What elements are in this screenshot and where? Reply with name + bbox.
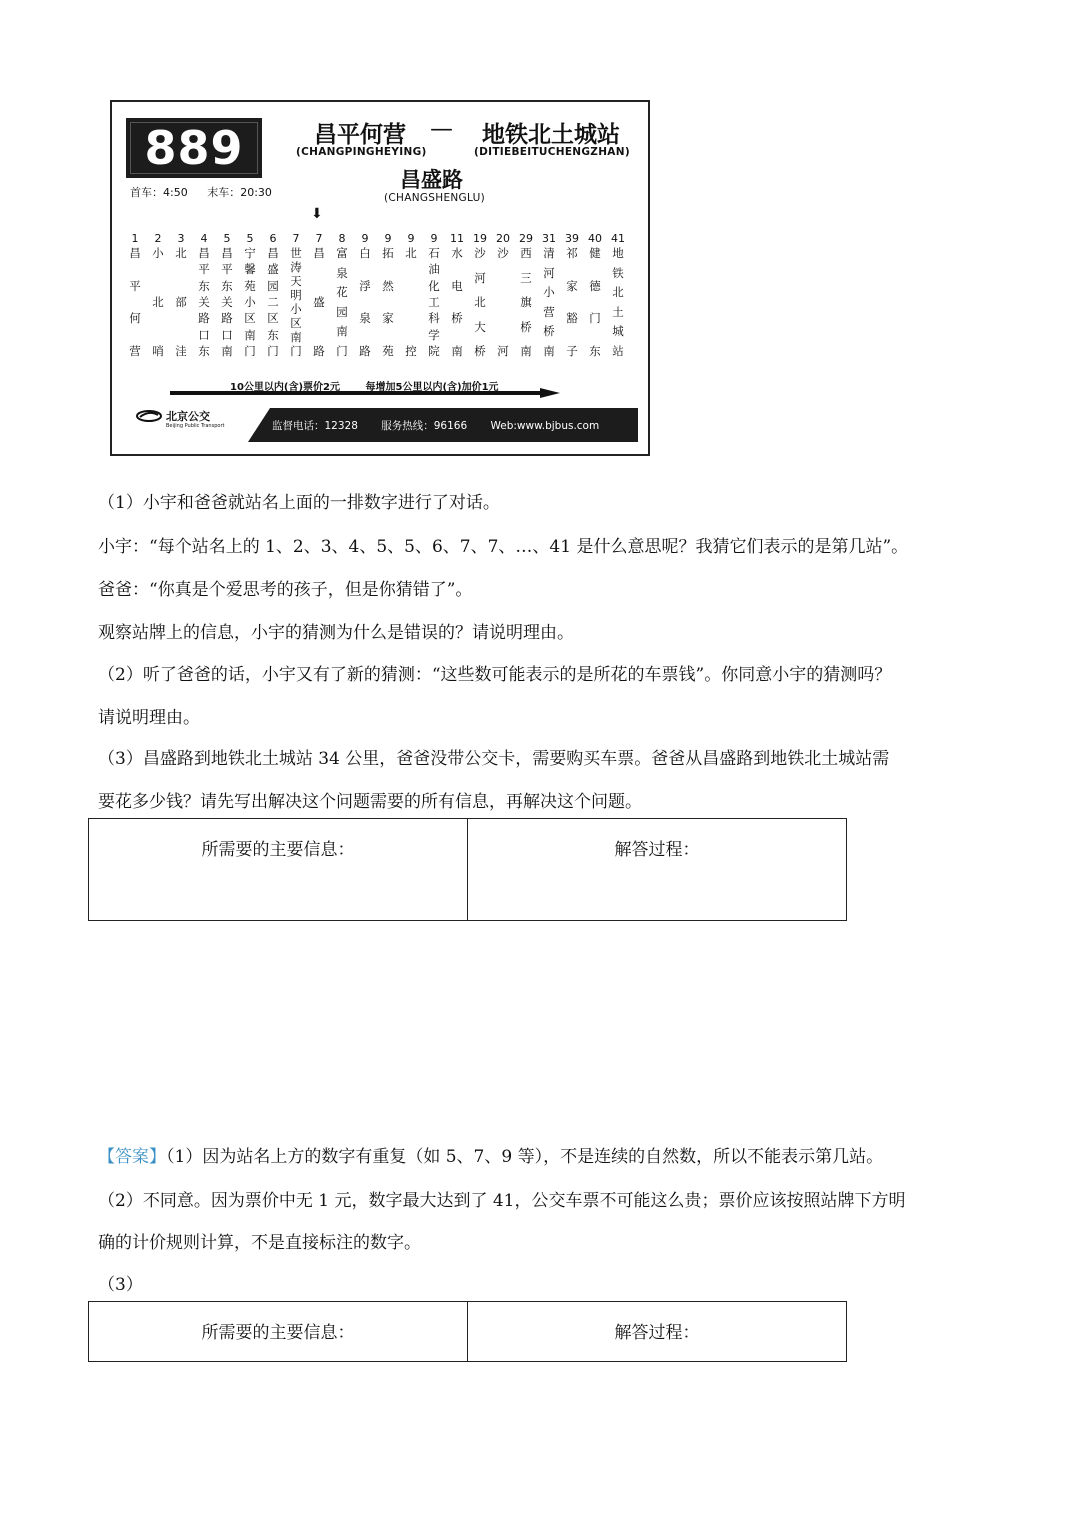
question-1-xiaoyu: 小宇：“每个站名上的 1、2、3、4、5、5、6、7、7、…、41 是什么意思呢？我猜它们表示的是第几站”。 [98,537,909,557]
supervision-hotline: 监督电话：12328 [272,420,358,432]
station-name-char: 旗 [520,295,532,309]
station-number: 9 [430,232,438,245]
station-name [607,247,629,357]
station-name-char: 明 [290,288,302,302]
station-name-char: 土 [612,304,624,319]
station-name-char: 北 [405,246,417,260]
station-name-char: 平 [129,278,141,293]
station-number: 8 [338,232,346,245]
station-name [515,247,537,357]
station-name-char: 涛 [290,260,302,274]
station-name-char: 世 [290,246,302,260]
company-name: 北京公交 [166,410,210,423]
station-name-char: 河 [497,344,509,358]
station-number: 5 [246,232,254,245]
station-name-char: 哨 [152,344,164,358]
station-name-char: 豁 [566,311,578,326]
terminal-right-pinyin: (DITIEBEITUCHENGZHAN) [474,146,630,158]
table-header-solution: 解答过程： [468,819,847,921]
answer-table-header-info: 所需要的主要信息： [89,1302,468,1362]
fare-rule-increment: 每增加5公里以内(含)加价1元 [365,382,499,393]
station-name-char: 馨 [244,262,256,277]
terminal-right-name: 地铁北土城站 [482,122,620,148]
station-name-char: 泉 [336,265,348,280]
station-name-char: 路 [359,343,371,358]
station-name-char: 桥 [474,344,486,358]
station-name [469,247,491,357]
current-station-pinyin: (CHANGSHENGLU) [384,192,485,204]
terminal-left-name: 昌平何营 [314,122,406,148]
station [423,232,445,357]
station-name-char: 桥 [543,324,555,339]
station-name [400,247,422,357]
first-bus-time: 首车：4:50 [130,186,188,199]
station-name-char: 泉 [359,311,371,326]
station-name-char: 北 [175,246,187,260]
station-name [446,247,468,357]
fare-rules [230,378,521,393]
station-number: 39 [565,232,579,245]
station-name-char: 东 [198,343,210,358]
website: Web:www.bjbus.com [490,420,600,432]
question-answer-table [88,818,847,921]
question-2-line-1: （2）听了爸爸的话，小宇又有了新的猜测：“这些数可能表示的是所花的车票钱”。你同意小宇的猜测吗？ [98,665,892,685]
station [262,232,284,357]
station-number: 7 [292,232,300,245]
station [492,232,514,357]
station-name-char: 昌 [313,246,325,260]
station-number: 3 [177,232,185,245]
station-name-char: 苑 [382,343,394,358]
station-name-char: 东 [221,278,233,293]
station-number: 1 [131,232,139,245]
station-name-char: 盛 [313,295,325,309]
station-name-char: 区 [244,311,256,326]
footer-contacts [272,418,619,433]
station-name-char: 关 [198,294,210,309]
station-name-char: 健 [589,246,601,260]
station-name [147,247,169,357]
last-bus-time: 末车：20:30 [207,186,272,199]
station-number: 40 [588,232,602,245]
station-name [262,247,284,357]
station-name-char: 北 [152,295,164,309]
station-name-char: 控 [405,344,417,358]
station [147,232,169,357]
station-name-char: 昌 [198,246,210,260]
station-name-char: 路 [198,311,210,326]
station [193,232,215,357]
bus-company-logo-icon [136,408,162,424]
station-name-char: 东 [589,343,601,358]
station-name-char: 沙 [474,246,486,260]
terminal-separator: — [430,116,453,142]
station-name-char: 口 [198,327,210,342]
station-name-char: 地 [612,246,624,260]
station-name-char: 南 [336,324,348,339]
station-name-char: 然 [382,278,394,293]
station-name-char: 富 [336,246,348,260]
station [354,232,376,357]
question-1-ask: 观察站牌上的信息，小宇的猜测为什么是错误的？请说明理由。 [98,623,574,643]
station-name [492,247,514,357]
station-number: 31 [542,232,556,245]
station-name-char: 昌 [267,246,279,260]
station-number: 2 [154,232,162,245]
station-name [193,247,215,357]
fare-rule-base: 10公里以内(含)票价2元 [230,382,341,393]
station-name-char: 花 [336,285,348,300]
question-1-dad: 爸爸：“你真是个爱思考的孩子，但是你猜错了”。 [98,580,473,600]
station-number: 20 [496,232,510,245]
station-name-char: 德 [589,278,601,293]
answer-table-header-solution: 解答过程： [468,1302,847,1362]
station-name-char: 营 [543,304,555,319]
question-3-line-1: （3）昌盛路到地铁北土城站 34 公里，爸爸没带公交卡，需要购买车票。爸爸从昌盛路到地铁北土城站需 [98,749,890,769]
station-name-char: 小 [290,302,302,316]
station-name [331,247,353,357]
station-number: 5 [223,232,231,245]
station-name-char: 北 [474,295,486,309]
answer-table [88,1301,847,1362]
route-number: 889 [126,118,262,178]
station-name-char: 关 [221,294,233,309]
station-name-char: 小 [152,246,164,260]
station-name-char: 昌 [221,246,233,260]
station-name-char: 油 [428,262,440,277]
station [377,232,399,357]
station [515,232,537,357]
station-name [584,247,606,357]
station [400,232,422,357]
current-station-name: 昌盛路 [400,168,463,192]
station-number: 41 [611,232,625,245]
station [285,232,307,357]
station-number: 19 [473,232,487,245]
answer-2-line-2: 确的计价规则计算，不是直接标注的数字。 [98,1233,421,1253]
station [584,232,606,357]
station-name-char: 桥 [520,319,532,334]
station-name-char: 沙 [497,246,509,260]
answer-1-text: （1）因为站名上方的数字有重复（如 5、7、9 等），不是连续的自然数，所以不能表示第几站。 [166,1147,884,1167]
station-name-char: 子 [566,343,578,358]
station-name-char: 拓 [382,246,394,260]
table-header-info: 所需要的主要信息： [89,819,468,921]
station-name-char: 路 [221,311,233,326]
station-name [285,247,307,357]
station-number: 9 [361,232,369,245]
station-name-char: 石 [428,246,440,260]
station [216,232,238,357]
current-station-arrow-icon: ⬇ [311,206,323,222]
station-name-char: 路 [313,344,325,358]
station-number: 9 [384,232,392,245]
station-name [377,247,399,357]
station-number: 7 [315,232,323,245]
station-name-char: 园 [267,278,279,293]
station-name-char: 桥 [451,311,463,326]
terminal-left-pinyin: (CHANGPINGHEYING) [296,146,427,158]
answer-2-line-1: （2）不同意。因为票价中无 1 元，数字最大达到了 41，公交车票不可能这么贵；票价应该按照站牌下方明 [98,1191,906,1211]
station-name-char: 北 [612,285,624,300]
station-name [239,247,261,357]
station-name-char: 河 [543,265,555,280]
station-name [561,247,583,357]
station-name-char: 天 [290,274,302,288]
station-name-char: 宁 [244,246,256,260]
station [561,232,583,357]
station-name [124,247,146,357]
station-name-char: 家 [566,278,578,293]
station-name-char: 口 [221,327,233,342]
company-name-english: Beijing Public Transport [166,423,225,429]
answer-1 [98,1142,883,1167]
answer-3-label: （3） [98,1275,143,1295]
station [308,232,330,357]
station [607,232,629,357]
station-name-char: 城 [612,324,624,339]
station-name-char: 门 [589,311,601,326]
station-number: 11 [450,232,464,245]
station-name-char: 小 [244,294,256,309]
station-name [170,247,192,357]
station [170,232,192,357]
station-name-char: 区 [290,316,302,330]
station-name-char: 铁 [612,265,624,280]
station-name-char: 南 [290,330,302,344]
station-name-char: 南 [520,344,532,358]
station-name-char: 门 [290,344,302,358]
station-name-char: 营 [129,343,141,358]
company-logo [136,408,210,424]
station-name-char: 家 [382,311,394,326]
station-name [538,247,560,357]
station-name-char: 南 [221,343,233,358]
station-name-char: 浮 [359,278,371,293]
station-name-char: 门 [336,343,348,358]
station-name-char: 三 [520,270,532,285]
station [446,232,468,357]
station-name-char: 工 [428,294,440,309]
station-name-char: 西 [520,246,532,260]
station-name-char: 大 [474,319,486,334]
answer-tag: 【答案】 [98,1147,166,1167]
station-name-char: 何 [129,311,141,326]
station-name-char: 南 [451,343,463,358]
question-1-intro: （1）小宇和爸爸就站名上面的一排数字进行了对话。 [98,493,500,513]
station-name-char: 盛 [267,262,279,277]
station-name [423,247,445,357]
question-2-line-2: 请说明理由。 [98,708,200,728]
station-name-char: 洼 [175,344,187,358]
station-name-char: 区 [267,311,279,326]
station [331,232,353,357]
station-name-char: 门 [267,343,279,358]
station-name-char: 平 [198,262,210,277]
station-name-char: 清 [543,246,555,260]
station [469,232,491,357]
station-name-char: 平 [221,262,233,277]
station-name-char: 小 [543,285,555,300]
station-number: 4 [200,232,208,245]
station-name-char: 二 [267,294,279,309]
station-name-char: 站 [612,343,624,358]
station-number: 29 [519,232,533,245]
station-name-char: 白 [359,246,371,260]
bus-stop-sign [110,100,650,456]
station-name-char: 门 [244,343,256,358]
station-name [308,247,330,357]
station-name-char: 南 [244,327,256,342]
station-name-char: 水 [451,246,463,260]
station-name-char: 科 [428,311,440,326]
station-name-char: 院 [428,343,440,358]
station-name [216,247,238,357]
station-name-char: 电 [451,278,463,293]
question-3-line-2: 要花多少钱？请先写出解决这个问题需要的所有信息，再解决这个问题。 [98,792,642,812]
station-name-char: 苑 [244,278,256,293]
station-name-char: 河 [474,270,486,285]
station [124,232,146,357]
station [538,232,560,357]
station-name [354,247,376,357]
station-number: 9 [407,232,415,245]
station-name-char: 东 [267,327,279,342]
station-name-char: 化 [428,278,440,293]
service-hotline: 服务热线：96166 [381,420,468,432]
station-name-char: 学 [428,327,440,342]
station-name-char: 祁 [566,246,578,260]
station-number: 6 [269,232,277,245]
station [239,232,261,357]
station-name-char: 东 [198,278,210,293]
station-name-char: 园 [336,304,348,319]
station-name-char: 部 [175,295,187,309]
station-name-char: 昌 [129,246,141,260]
station-name-char: 南 [543,343,555,358]
station-list [112,102,648,454]
